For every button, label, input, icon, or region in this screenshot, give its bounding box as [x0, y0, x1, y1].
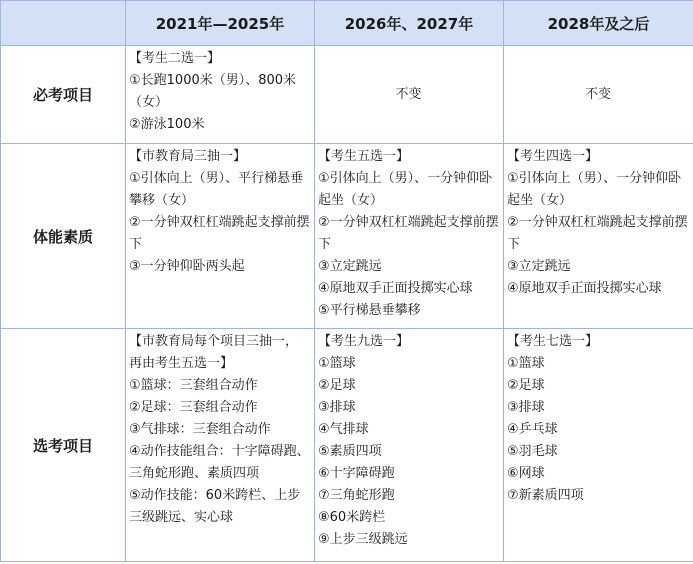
table-row-fitness [1, 144, 693, 329]
cell-line: ①篮球 [318, 356, 356, 371]
cell-line: ①长跑1000米（男）、800米（女） [129, 73, 297, 110]
cell-line: ②足球：三套组合动作 [129, 400, 258, 415]
cell-2028-after [504, 46, 693, 144]
cell-line: ④乒乓球 [507, 422, 558, 437]
cell-line: ②一分钟双杠杠端跳起支撑前摆下 [507, 215, 688, 252]
row-label: 体能素质 [1, 144, 126, 329]
cell-line: ⑥网球 [507, 466, 545, 481]
cell-line: ①引体向上（男）、一分钟仰卧起坐（女） [507, 171, 682, 208]
cell-line: ⑨上步三级跳远 [318, 532, 408, 547]
header-row [1, 1, 693, 46]
header-2021-2025: 2021年—2025年 [126, 1, 315, 46]
cell-line: ④原地双手正面投掷实心球 [507, 281, 662, 296]
cell-line: ②游泳100米 [129, 117, 205, 132]
header-2026-2027: 2026年、2027年 [315, 1, 504, 46]
header-2028-after: 2028年及之后 [504, 1, 693, 46]
cell-line: ③排球 [507, 400, 545, 415]
cell-line: ①篮球：三套组合动作 [129, 378, 258, 393]
cell-line: ③立定跳远 [318, 259, 382, 274]
cell-line: ④气排球 [318, 422, 369, 437]
cell-line: 【考生二选一】 [129, 51, 221, 66]
cell-line: 不变 [395, 86, 422, 102]
cell-2021-2025 [126, 144, 315, 329]
row-label: 必考项目 [1, 46, 126, 144]
cell-line: ⑤动作技能：60米跨栏、上步三级跳远、实心球 [129, 488, 301, 525]
cell-line: ③立定跳远 [507, 259, 571, 274]
cell-2026-2027 [315, 46, 504, 144]
row-label: 选考项目 [1, 329, 126, 562]
cell-line: ①引体向上（男）、平行梯悬垂攀移（女） [129, 171, 304, 208]
cell-line: ③气排球：三套组合动作 [129, 422, 271, 437]
cell-2026-2027 [315, 144, 504, 329]
cell-2028-after [504, 329, 693, 562]
cell-line: ⑧60米跨栏 [318, 510, 386, 525]
cell-line: ④动作技能组合：十字障碍跑、三角蛇形跑、素质四项 [129, 444, 310, 481]
table-row-required [1, 46, 693, 144]
cell-line: 【考生九选一】 [318, 334, 410, 349]
cell-line: ③排球 [318, 400, 356, 415]
cell-line: ①引体向上（男）、一分钟仰卧起坐（女） [318, 171, 493, 208]
cell-line: 【考生七选一】 [507, 334, 599, 349]
cell-line: ②足球 [507, 378, 545, 393]
cell-line: 【考生四选一】 [507, 149, 599, 164]
cell-line: 【市教育局每个项目三抽一，再由考生五选一】 [129, 334, 299, 371]
cell-2026-2027 [315, 329, 504, 562]
cell-2021-2025 [126, 329, 315, 562]
cell-line: ⑦新素质四项 [507, 488, 584, 503]
cell-2028-after [504, 144, 693, 329]
cell-line: ③一分钟仰卧两头起 [129, 259, 245, 274]
cell-line: 不变 [584, 86, 611, 102]
cell-line: ⑦三角蛇形跑 [318, 488, 395, 503]
cell-line: 【市教育局三抽一】 [129, 149, 247, 164]
cell-line: ②一分钟双杠杠端跳起支撑前摆下 [129, 215, 310, 252]
cell-line: ⑤素质四项 [318, 444, 382, 459]
header-corner [1, 1, 126, 46]
table-row-elective [1, 329, 693, 562]
cell-line: ⑥十字障碍跑 [318, 466, 395, 481]
cell-line: ②一分钟双杠杠端跳起支撑前摆下 [318, 215, 499, 252]
cell-line: 【考生五选一】 [318, 149, 410, 164]
cell-2021-2025 [126, 46, 315, 144]
cell-line: ①篮球 [507, 356, 545, 371]
cell-line: ⑤羽毛球 [507, 444, 558, 459]
cell-line: ②足球 [318, 378, 356, 393]
cell-line: ⑤平行梯悬垂攀移 [318, 303, 421, 318]
cell-line: ④原地双手正面投掷实心球 [318, 281, 473, 296]
